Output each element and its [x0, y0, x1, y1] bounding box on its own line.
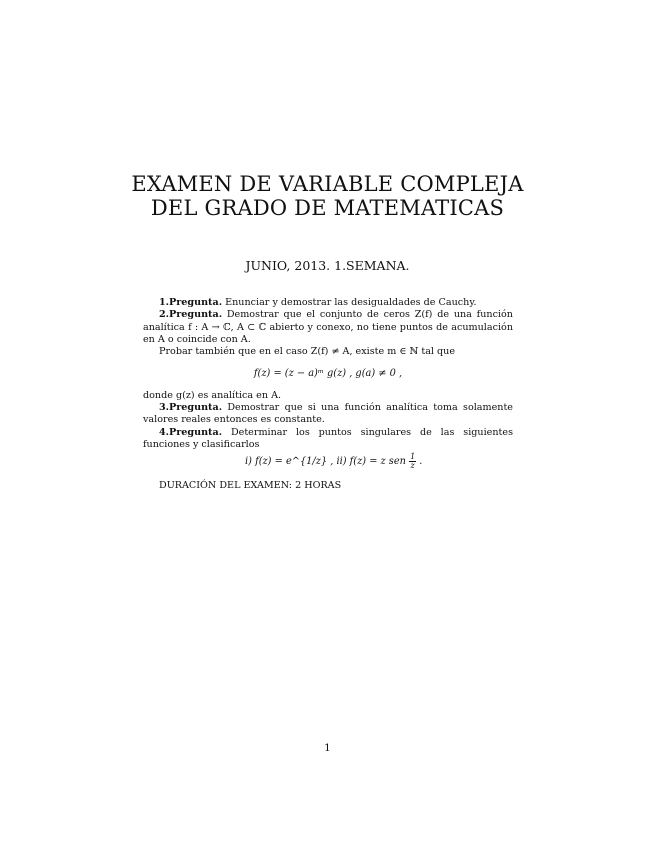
exam-duration: DURACIÓN DEL EXAMEN: 2 HORAS — [159, 480, 342, 492]
exam-date: JUNIO, 2013. 1.SEMANA. — [245, 258, 410, 273]
question-2-part-3: donde g(z) es analítica en A. — [143, 389, 282, 401]
fraction-denominator: z — [410, 461, 415, 471]
question-3-text: Demostrar que si una función analítica toma solamente valores reales entonces es constante. — [143, 402, 513, 426]
question-2-text: Demostrar que el conjunto de ceros Z(f) de una función analítica f : A → ℂ, A ⊂ ℂ abierto y conexo, no tiene puntos de acumulación en A o coincide con A. — [143, 309, 513, 345]
title-line-2: DEL GRADO DE MATEMATICAS — [150, 196, 505, 220]
question-4 — [143, 427, 513, 452]
exam-body — [143, 297, 513, 493]
question-2-formula: f(z) = (z − a)ᵐ g(z) , g(a) ≠ 0 , — [253, 368, 403, 380]
question-3 — [143, 402, 513, 427]
page-number: 1 — [324, 742, 331, 754]
question-2-part-2: Probar también que en el caso Z(f) ≠ A, existe m ∈ ℕ tal que — [159, 346, 456, 358]
question-4-formula-text: i) f(z) = e^{1/z} , ii) f(z) = z sen — [245, 456, 406, 468]
fraction — [409, 453, 416, 470]
question-2 — [143, 309, 513, 346]
question-4-formula — [143, 453, 513, 470]
question-1-label: 1.Pregunta. — [159, 297, 223, 308]
question-1 — [143, 297, 513, 309]
question-1-text: Enunciar y demostrar las desigualdades de Cauchy. — [225, 297, 477, 308]
question-4-label: 4.Pregunta. — [159, 426, 223, 438]
question-3-label: 3.Pregunta. — [159, 402, 223, 414]
question-4-text: Determinar los puntos singulares de las siguientes funciones y clasificarlos — [143, 426, 513, 450]
question-4-formula-end: . — [419, 456, 423, 468]
question-2-label: 2.Pregunta. — [159, 309, 223, 321]
fraction-numerator: 1 — [410, 452, 416, 462]
title-line-1: EXAMEN DE VARIABLE COMPLEJA — [131, 172, 524, 196]
